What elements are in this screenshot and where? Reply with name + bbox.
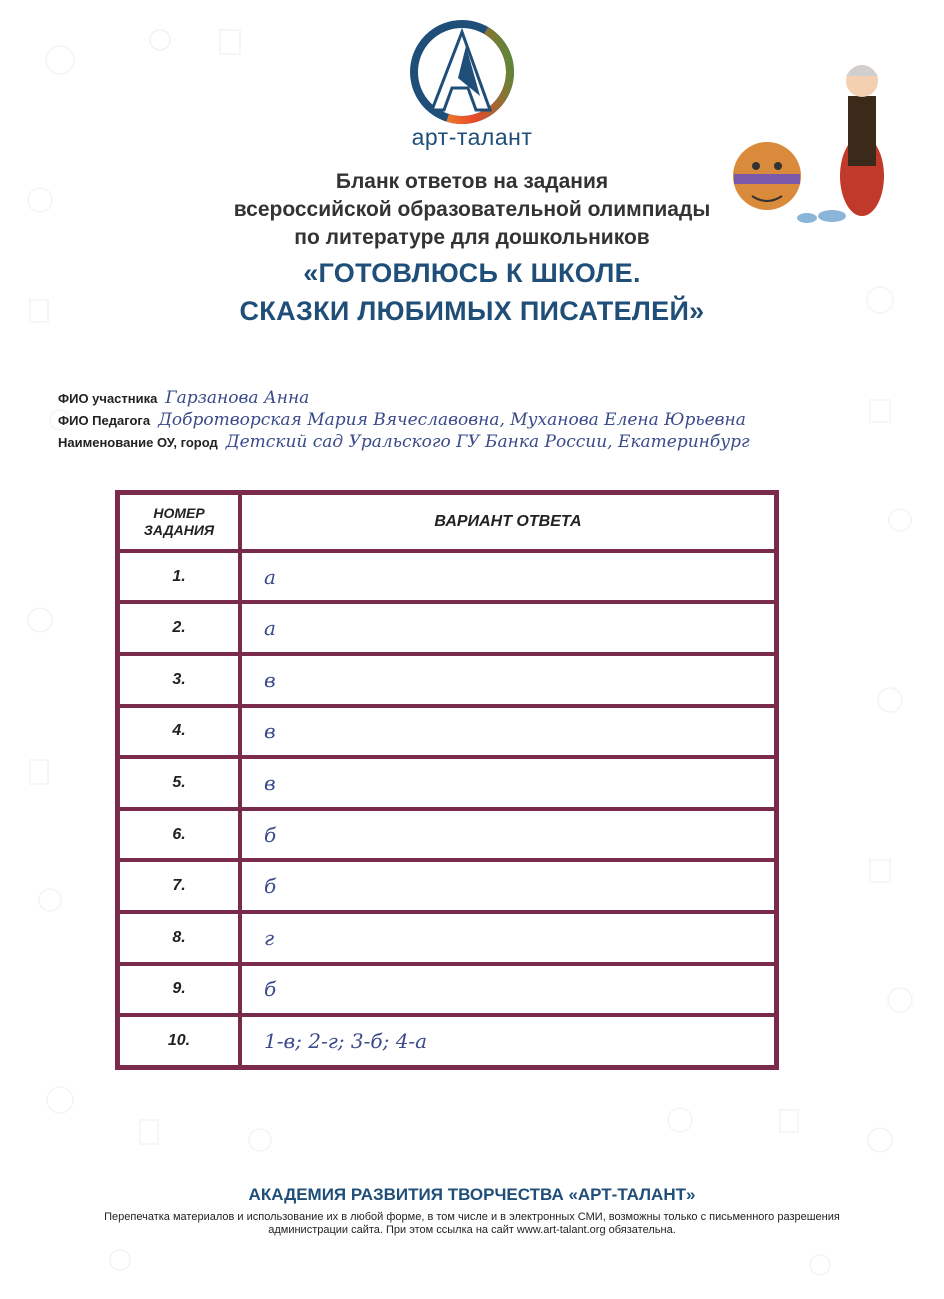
answer-cell	[240, 1015, 776, 1067]
participant-label: ФИО участника	[58, 391, 158, 406]
table-row	[118, 809, 776, 861]
handwritten-answer: 1-в; 2-г; 3-б; 4-а	[264, 1029, 428, 1054]
footer-organization: АКАДЕМИЯ РАЗВИТИЯ ТВОРЧЕСТВА «АРТ-ТАЛАНТ»	[248, 1185, 696, 1204]
handwritten-answer: б	[264, 977, 277, 1002]
task-number: 2.	[118, 602, 240, 654]
header-line-2: всероссийской образовательной олимпиады	[233, 198, 711, 221]
organization-label: Наименование ОУ, город	[58, 435, 218, 450]
footer-notice: Перепечатка материалов и использование их в любой форме, в том числе и в электронных СМИ, возможны только с письменного разрешения администрации сайта. При этом ссылка на сайт www.art-talant.org обязательна.	[104, 1211, 840, 1236]
table-row	[118, 1015, 776, 1067]
task-number: 3.	[118, 654, 240, 706]
handwritten-answer: б	[264, 874, 277, 899]
answer-cell	[240, 706, 776, 758]
task-number: 6.	[118, 809, 240, 861]
header-line-1: Бланк ответов на задания	[335, 170, 609, 193]
table-row	[118, 602, 776, 654]
task-number: 4.	[118, 706, 240, 758]
header-line-3: по литературе для дошкольников	[294, 226, 650, 249]
participant-row	[58, 388, 309, 408]
organization-row	[58, 432, 750, 452]
answer-cell	[240, 809, 776, 861]
handwritten-answer: в	[264, 719, 276, 744]
teacher-value: Добротворская Мария Вячеславовна, Муханова Елена Юрьевна	[158, 410, 746, 430]
answer-cell	[240, 912, 776, 964]
table-row	[118, 706, 776, 758]
teacher-label: ФИО Педагога	[58, 413, 151, 428]
task-number: 8.	[118, 912, 240, 964]
teacher-row	[58, 410, 746, 430]
answer-column-header: ВАРИАНТ ОТВЕТА	[240, 493, 776, 551]
handwritten-answer: а	[264, 616, 276, 641]
answer-table	[115, 490, 779, 1070]
fairy-tale-illustration	[712, 26, 902, 226]
handwritten-answer: в	[264, 667, 276, 692]
organization-value: Детский сад Уральского ГУ Банка России, Екатеринбург	[225, 432, 750, 452]
answer-cell	[240, 551, 776, 603]
table-row	[118, 964, 776, 1016]
handwritten-answer: в	[264, 771, 276, 796]
task-number: 1.	[118, 551, 240, 603]
answer-cell	[240, 602, 776, 654]
table-row	[118, 757, 776, 809]
number-column-header: НОМЕР ЗАДАНИЯ	[118, 493, 240, 551]
answer-cell	[240, 654, 776, 706]
table-row	[118, 654, 776, 706]
handwritten-answer: г	[264, 925, 275, 950]
art-talant-logo	[408, 18, 516, 126]
task-number: 7.	[118, 860, 240, 912]
table-row	[118, 551, 776, 603]
olympiad-title-line-1: «ГОТОВЛЮСЬ К ШКОЛЕ.	[303, 258, 641, 288]
olympiad-title-line-2: СКАЗКИ ЛЮБИМЫХ ПИСАТЕЛЕЙ»	[239, 296, 705, 326]
task-number: 10.	[118, 1015, 240, 1067]
answer-cell	[240, 757, 776, 809]
participant-value: Гарзанова Анна	[165, 388, 310, 408]
handwritten-answer: б	[264, 822, 277, 847]
task-number: 5.	[118, 757, 240, 809]
answer-cell	[240, 964, 776, 1016]
handwritten-answer: а	[264, 564, 276, 589]
table-header-row	[118, 493, 776, 551]
table-row	[118, 912, 776, 964]
task-number: 9.	[118, 964, 240, 1016]
answer-cell	[240, 860, 776, 912]
brand-name: арт-талант	[411, 124, 533, 150]
table-row	[118, 860, 776, 912]
